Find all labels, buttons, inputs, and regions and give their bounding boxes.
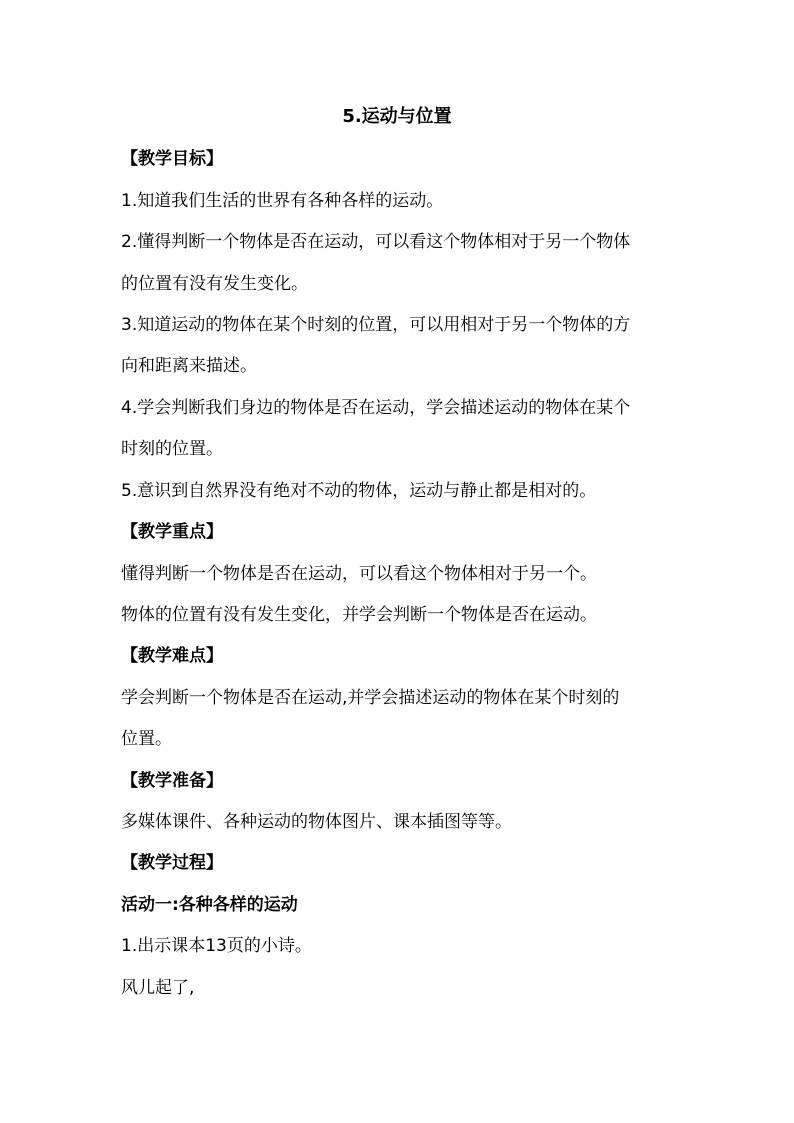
paragraph-line: 1.出示课本13页的小诗。: [121, 936, 312, 956]
section-heading: 活动一:各种各样的运动: [121, 895, 298, 915]
paragraph-line: 位置。: [121, 729, 172, 749]
paragraph-line: 5.意识到自然界没有绝对不动的物体，运动与静止都是相对的。: [121, 481, 597, 501]
document-title: 5.运动与位置: [342, 106, 452, 127]
section-heading: 【教学难点】: [121, 646, 223, 666]
section-heading: 【教学重点】: [121, 522, 223, 542]
paragraph-line: 懂得判断一个物体是否在运动，可以看这个物体相对于另一个。: [121, 564, 597, 584]
paragraph-line: 2.懂得判断一个物体是否在运动，可以看这个物体相对于另一个物体: [121, 232, 631, 252]
section-heading: 【教学目标】: [121, 149, 223, 169]
paragraph-line: 物体的位置有没有发生变化，并学会判断一个物体是否在运动。: [121, 605, 597, 625]
section-heading: 【教学准备】: [121, 771, 223, 791]
paragraph-line: 时刻的位置。: [121, 439, 223, 459]
section-heading: 【教学过程】: [121, 853, 223, 873]
paragraph-line: 向和距离来描述。: [121, 356, 257, 376]
paragraph-line: 风儿起了,: [121, 978, 195, 998]
paragraph-line: 多媒体课件、各种运动的物体图片、课本插图等等。: [121, 812, 512, 832]
paragraph-line: 1.知道我们生活的世界有各种各样的运动。: [121, 191, 444, 211]
paragraph-line: 3.知道运动的物体在某个时刻的位置，可以用相对于另一个物体的方: [121, 315, 631, 335]
paragraph-line: 的位置有没有发生变化。: [121, 274, 308, 294]
paragraph-line: 4.学会判断我们身边的物体是否在运动，学会描述运动的物体在某个: [121, 398, 631, 418]
paragraph-line: 学会判断一个物体是否在运动,并学会描述运动的物体在某个时刻的: [121, 688, 620, 708]
